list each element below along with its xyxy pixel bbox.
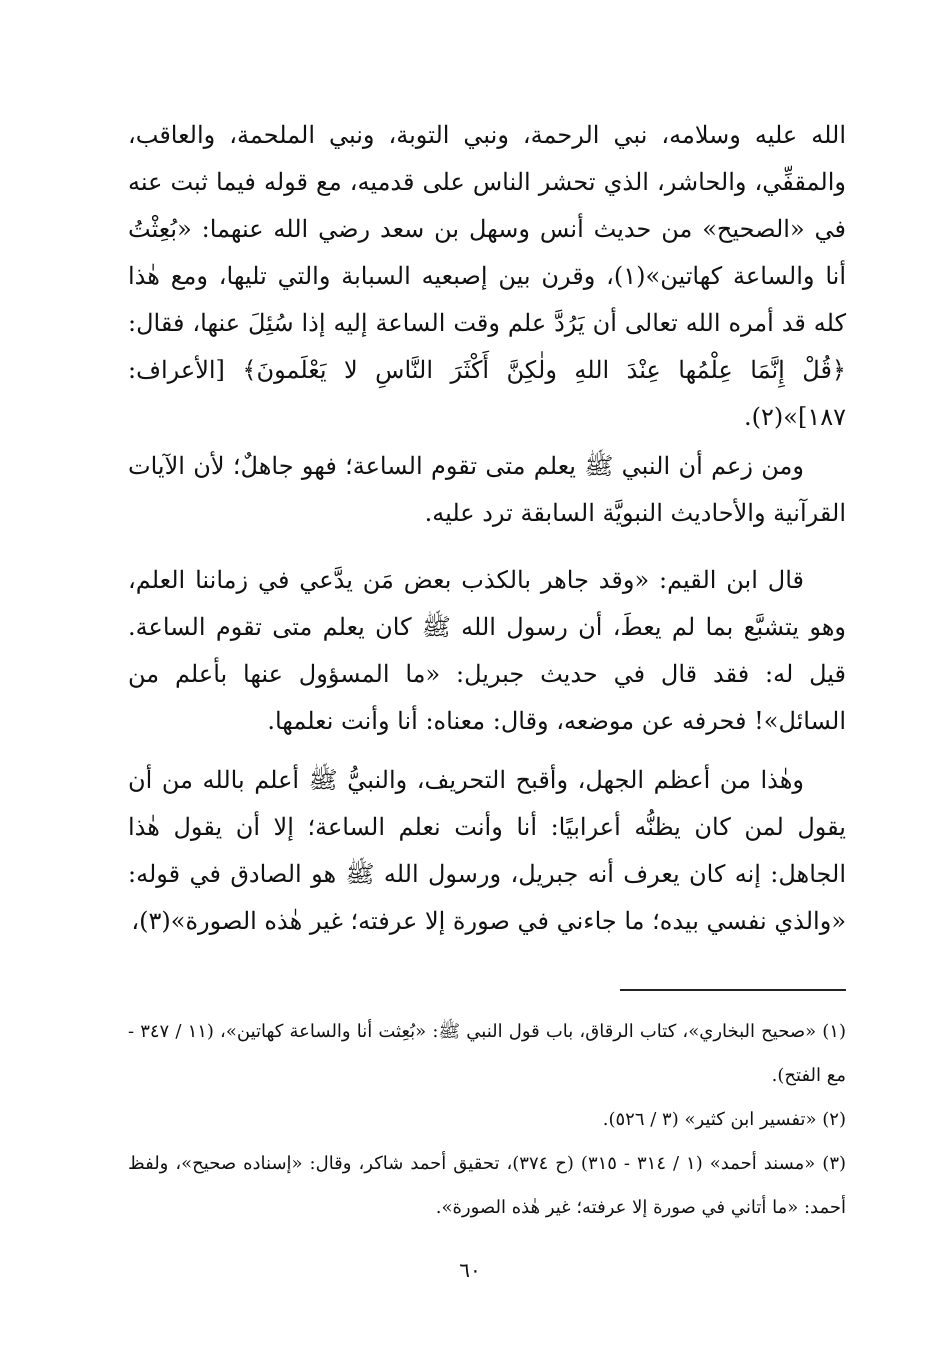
paragraph-2: ومن زعم أن النبي ﷺ يعلم متى تقوم الساعة؛ فهو جاهلٌ؛ لأن الآيات القرآنية والأحاديث النبويَّة السابقة ترد عليه. bbox=[128, 452, 846, 527]
footnote-divider bbox=[620, 989, 846, 991]
footnote-1: (١) «صحيح البخاري»، كتاب الرقاق، باب قول النبي ﷺ: «بُعِثت أنا والساعة كهاتين»، (١١ / ٣٤٧ - مع الفتح). bbox=[128, 1021, 846, 1086]
paragraph-4: وهٰذا من أعظم الجهل، وأقبح التحريف، والنبيُّ ﷺ أعلم بالله من أن يقول لمن كان يظنُّه أعرابيًا: أنا وأنت نعلم الساعة؛ إلا أن يقول هٰذا الجاهل: إنه كان يعرف أنه جبريل، ورسول الله ﷺ هو الصادق في قوله: «والذي نفسي بيده؛ ما جاءني في صورة إلا عرفته؛ غير هٰذه الصورة»(٣)، bbox=[128, 766, 846, 935]
paragraph-3: قال ابن القيم: «وقد جاهر بالكذب بعض مَن يدَّعي في زماننا العلم، وهو يتشبَّع بما لم يعطَ، أن رسول الله ﷺ كان يعلم متى تقوم الساعة. قيل له: فقد قال في حديث جبريل: «ما المسؤول عنها بأعلم من السائل»! فحرفه عن موضعه، وقال: معناه: أنا وأنت نعلمها. bbox=[128, 566, 846, 735]
paragraph-1: الله عليه وسلامه، نبي الرحمة، ونبي التوبة، ونبي الملحمة، والعاقب، والمقفِّي، والحاشر، الذي تحشر الناس على قدميه، مع قوله فيما ثبت عنه في «الصحيح» من حديث أنس وسهل بن سعد رضي الله عنهما: «بُعِثْتُ أنا والساعة كهاتين»(١)، وقرن بين إصبعيه السبابة والتي تليها، ومع هٰذا كله قد أمره الله تعالى أن يَرُدَّ علم وقت الساعة إليه إذا سُئِلَ عنها، فقال: ﴿قُلْ إِنَّمَا عِلْمُها عِنْدَ اللهِ ولٰكِنَّ أَكْثَرَ النَّاسِ لا يَعْلَمونَ﴾ [الأعراف: ١٨٧]»(٢). bbox=[128, 121, 847, 431]
footnote-3: (٣) «مسند أحمد» (١ / ٣١٤ - ٣١٥) (ح ٣٧٤)، تحقيق أحمد شاكر، وقال: «إسناده صحيح»، ولفظ أحمد: «ما أتاني في صورة إلا عرفته؛ غير هٰذه الصورة». bbox=[128, 1153, 847, 1218]
footnotes bbox=[128, 1010, 846, 1230]
page-number: ٦٠ bbox=[459, 1258, 481, 1282]
footnote-2: (٢) «تفسير ابن كثير» (٣ / ٥٢٦). bbox=[602, 1109, 846, 1130]
main-text bbox=[128, 112, 846, 945]
